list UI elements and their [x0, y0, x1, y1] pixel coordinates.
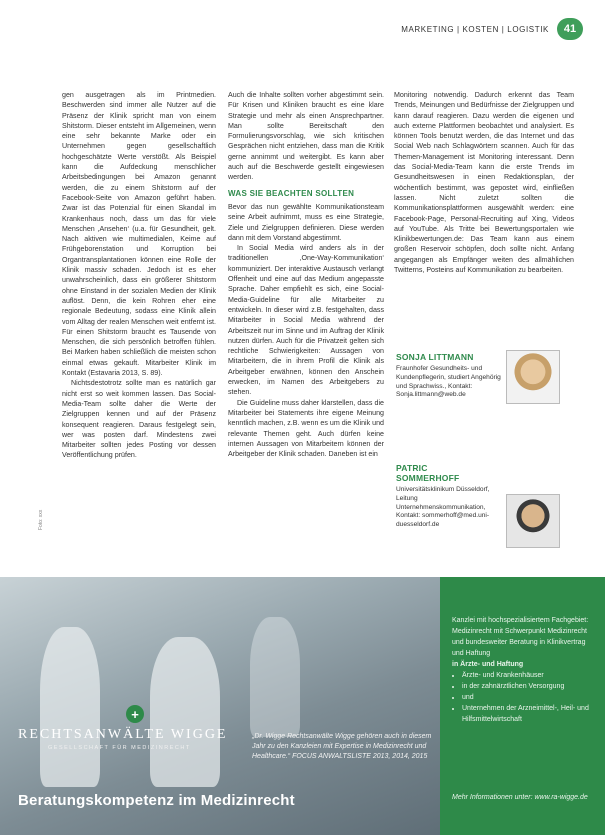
author-bio: Fraunhofer Gesundheits- und Kundenpflegerin, studiert Angehörig und Sprachwiss., Kontakt: Sonja.littmann@web.de	[396, 365, 501, 399]
paragraph: In Social Media wird anders als in der traditionellen ‚One-Way-Kommunikation‘ kommuniziert. Der interaktive Austausch verlangt Offenheit und eine auf das Medium angepasste Sprache. Daher empfiehlt es sich, eine Social-Media-Guideline für alle Mitarbeiter zu entwickeln. In dieser wird z.B. festgehalten, dass Mitarbeiter in Social Media während der Arbeitszeit nur im Sinne und im Auftrag der Klinik nutzen dürfen. Auch für die Privatzeit gelten sich rechtliche Schwierigkeiten: Aussagen von Mitarbeitern, die in ihrem Profil die Klinik als Arbeitgeber erwähnen, können den Anschein erwecken, im Namen des Arbeitgebers zu stehen.	[228, 244, 384, 397]
paragraph: Die Guideline muss daher klarstellen, dass die Mitarbeiter bei Statements ihre eigene Meinung kenntlich machen, z.B. wenn es um die Klinik und relevante Themen geht. Auch dürfen keine internen Aussagen von Mitarbeitern können der Arbeitgeber der Klinik schaden. Daneben ist ein	[228, 398, 384, 459]
advertisement[interactable]	[0, 577, 605, 835]
cross-logo-icon: +	[126, 705, 144, 723]
author-portrait	[506, 350, 560, 404]
list-item: • Unternehmen der Arzneimittel-, Heil- und Hilfsmittelwirtschaft	[462, 703, 592, 725]
ad-more-link[interactable]: Mehr Informationen unter: www.ra-wigge.de	[452, 794, 588, 801]
author-name: PATRIC SOMMERHOFF	[396, 463, 460, 483]
photo-credit: Foto: xxx	[38, 509, 44, 530]
ad-panel-text	[452, 615, 592, 725]
paragraph: Auch die Inhalte sollten vorher abgestimmt sein. Für Krisen und Kliniken braucht es eine klare Strategie und mehr als einen Ansprechpartner. Man sollte Bereitschaft den Formulierungsvorschlag, wie sich kritischen Gesprächen nicht entziehen, dass man die Kritik gerne annimmt und weitergibt. Es kann aber auch auf die Beschwerde gestellt eingewiesen werden.	[228, 91, 384, 182]
text-column-3	[394, 90, 574, 275]
ad-brand-sub: GESELLSCHAFT FÜR MEDIZINRECHT	[48, 745, 191, 751]
list-item: • Ärzte- und Krankenhäuser	[462, 670, 592, 681]
ad-quote: „Dr. Wigge Rechtsanwälte Wigge gehören auch in diesem Jahr zu den Kanzleien mit Expertise in Medizinrecht und Healthcare.“ FOCUS ANWALTSLISTE 2013, 2014, 2015	[252, 733, 432, 760]
ad-panel-list	[452, 670, 592, 725]
ad-panel-intro: Kanzlei mit hochspezialisiertem Fachgebiet: Medizinrecht mit Schwerpunkt Medizinrecht und bundesweiter Beratung in Klinikvertrag und Haftung	[452, 617, 589, 657]
author-portrait	[506, 494, 560, 548]
paragraph: gen ausgetragen als im Printmedien. Beschwerden sind immer alle Nutzer auf die Präsenz der Klinik spricht man von einem Shitstorm. Dieser entsteht im Allgemeinen, wenn eine sehr bekannte Marke oder ein Unternehmen gegen gesellschaftlich hochgeschätzte Werte verstößt. Als Beispiel kann die Aufdeckung menschlicher Arbeitsbedingungen bei Amazon genannt werden, die zu einem Shitstorm auf der Facebook-Seite von Amazon geführt haben. Zwar ist das Potenzial für einen Skandal im Krankenhaus noch, dass um das für viele Menschen ‚Ansehen‘ (u.a. für Gesundheit, gelt. Nach aktiven wie multimedialen, Keime auf Frühgeborenstation und Korruption bei Organtransplantationen können eine Rolle der Klinik massiv schaden. Jedoch ist es eher unwahrscheinlich, dass ein größerer Shitstorm ohne Einstand in der sozialen Medien der Klinik auflöst. Denn, die kein Rohren eher eine regionale Bedeutung, sodass eine Klinik allein vom Alltag der realen Menschen weit entfernt ist. Für einen Shitstorm braucht es Tausende von Menschen, die sich persönlich betroffen fühlen. Bei Marken haben schließlich die meisten schon einmal etwas gekauft. Mitarbeiter Klinik im Kontakt (Estavaria 2013, S. 89).	[62, 91, 216, 378]
ad-brand: RECHTSANWÄLTE WIGGE	[18, 727, 228, 742]
author-bio: Universitätsklinikum Düsseldorf, Leitung Unternehmenskommunikation, Kontakt: sommerhoff@med.uni-duesseldorf.de	[396, 486, 490, 529]
page-number: 41	[557, 18, 583, 40]
paragraph: Monitoring notwendig. Dadurch erkennt das Team Trends, Meinungen und Bedürfnisse der Zielgruppen und kann darauf reagieren. Dazu werden die eigenen und auch externe Plattformen beobachtet und analysiert. Es können Tools benutzt werden, die das Internet und das Social Web nach Schlagwörtern scannen. Auch für das Themen-Management ist Monitoring interessant. Denn das Social-Media-Team kann die erste Trends im Gesundheitswesen in einen Redaktionsplan, der wöchentlich bestimmt, was gepostet wird, einfließen lassen. Nicht zuletzt sollten die Kommunikationsplattformen ausgewählt werden: eine Facebook-Page, Personal-Recruiting auf Xing, Videos auf YouTube. Als Tritte bei Bewertungsportalen wie Klinikbewertungen.de: Das Team kann aus einem großen Reservoir schöpfen, doch sollte nicht. Anfang angegangen als Empfänger weiten des allmählichen Twitterns, Posteins auf Kommunikation zu bearbeiten.	[394, 91, 574, 275]
paragraph: Nichtsdestotrotz sollte man es natürlich gar nicht erst so weit kommen lassen. Das Social-Media-Team sollte daher die Werte der Zielgruppen kennen und auf der Präsenz konsequent reagieren. Daraus festgelegt sein, wer was posten darf. Mindestens zwei Mitarbeiter sollten jedes Posting vor dessen Veröffentlichung prüfen.	[62, 379, 216, 460]
paragraph: Bevor das nun gewählte Kommunikationsteam seine Arbeit aufnimmt, muss es eine Strategie, Ziele und Zielgruppen definieren. Diese werden dann mit dem Vorstand abgestimmt.	[228, 202, 384, 242]
author-name: SONJA LITTMANN	[396, 352, 474, 362]
ad-panel-bold: in Ärzte- und Haftung	[452, 661, 524, 668]
list-item: • in der zahnärztlichen Versorgung	[462, 681, 592, 692]
text-column-1	[62, 90, 216, 461]
list-item: • und	[462, 692, 592, 703]
section-title: MARKETING | KOSTEN | LOGISTIK	[401, 24, 549, 34]
page-header	[401, 18, 583, 40]
section-heading: WAS SIE BEACHTEN SOLLTEN	[228, 188, 355, 198]
text-column-2	[228, 90, 384, 459]
ad-headline: Beratungskompetenz im Medizinrecht	[18, 792, 295, 809]
